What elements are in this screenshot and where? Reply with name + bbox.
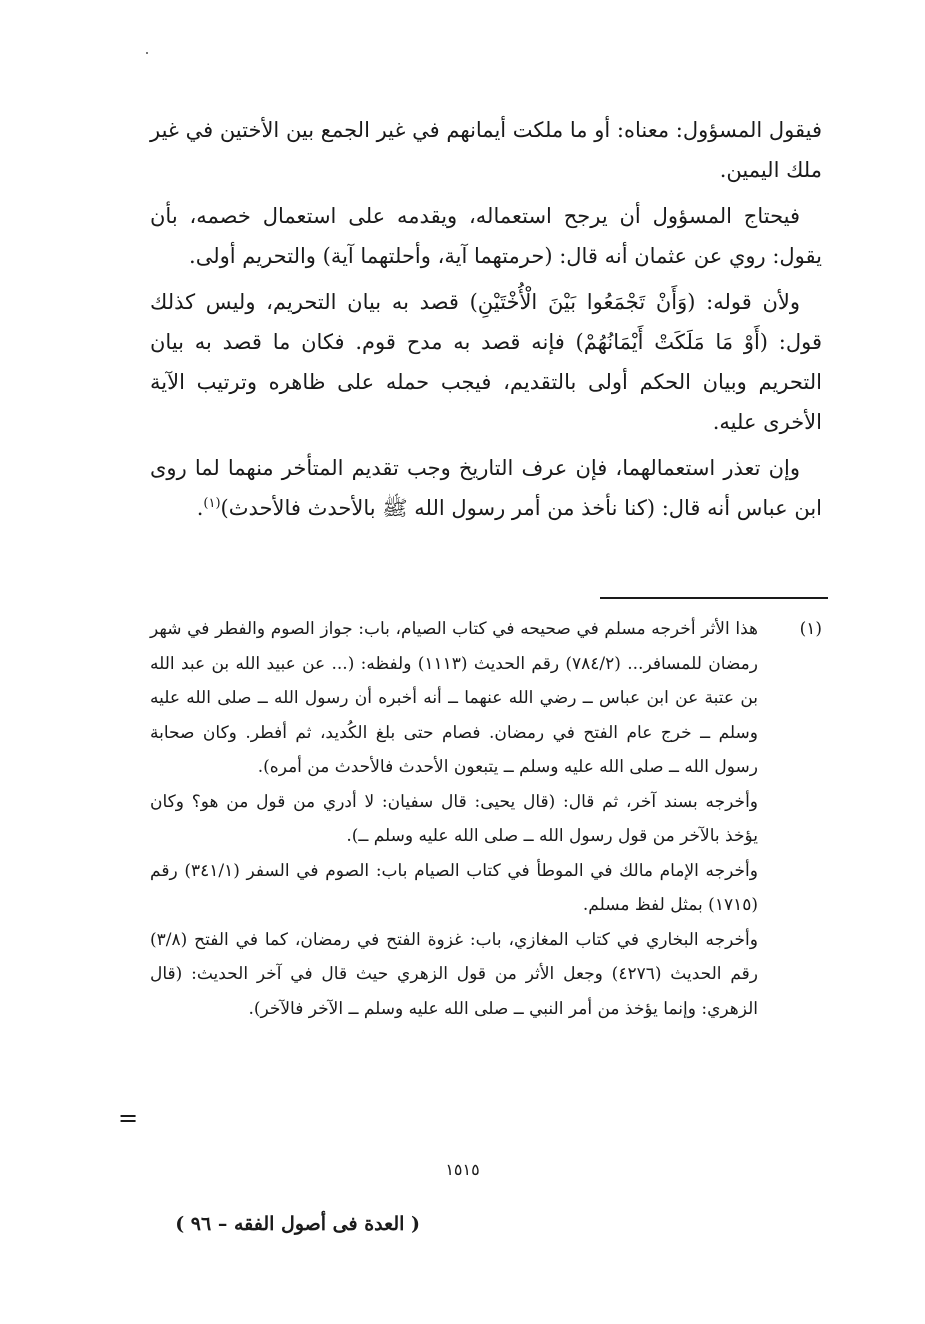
- paragraph-2: فيحتاج المسؤول أن يرجح استعماله، ويقدمه على استعمال خصمه، بأن يقول: روي عن عثمان أنه قال: (حرمتهما آية، وأحلتهما آية) والتحريم أولى.: [150, 204, 822, 268]
- footnote-paragraph-3: وأخرجه الإمام مالك في الموطأ في كتاب الصيام باب: الصوم في السفر (٣٤١/١) رقم (١٧١٥) بمثل لفظ مسلم.: [150, 860, 758, 915]
- footnote-body: [150, 612, 758, 1026]
- main-text: [150, 110, 822, 534]
- paragraph-4: [150, 448, 822, 528]
- footnote-separator: [600, 597, 828, 599]
- footnote-number: (١): [799, 619, 822, 639]
- scan-speck: [146, 52, 148, 54]
- footnote-reference[interactable]: (١): [203, 496, 221, 511]
- continuation-mark: =: [118, 1104, 139, 1132]
- paragraph-1: فيقول المسؤول: معناه: أو ما ملكت أيمانهم في غير الجمع بين الأختين في غير ملك اليمين.: [150, 118, 822, 182]
- footnote-paragraph-4: وأخرجه البخاري في كتاب المغازي، باب: غزوة الفتح في رمضان، كما في الفتح (٣/٨) رقم الحديث (٤٢٧٦) وجعل الأثر من قول الزهري حيث قال في آخر الحديث: (قال الزهري: وإنما يؤخذ من أمر النبي ــ صلى الله عليه وسلم ــ الآخر فالآخر).: [150, 929, 758, 1019]
- footnote-paragraph-2: وأخرجه بسند آخر، ثم قال: (قال يحيى: قال سفيان: لا أدري من قول من هو؟ وكان يؤخذ بالآخر من قول رسول الله ــ صلى الله عليه وسلم ــ).: [150, 791, 758, 846]
- paragraph-4-period: .: [196, 496, 204, 520]
- paragraph-3: ولأن قوله: (وَأَنْ تَجْمَعُوا بَيْنَ الْأُخْتَيْنِ) قصد به بيان التحريم، وليس كذلك قول: (أَوْ مَا مَلَكَتْ أَيْمَانُهُمْ) فإنه قصد به مدح قوم. فكان ما قصد به بيان التحريم وبيان الحكم أولى بالتقديم، فيجب حمله على ظاهره وترتيب الآية الأخرى عليه.: [150, 290, 822, 434]
- running-footer: ( العدة فى أصول الفقه – ٩٦ ): [175, 1213, 420, 1235]
- footnote-paragraph-1: هذا الأثر أخرجه مسلم في صحيحه في كتاب الصيام، باب: جواز الصوم والفطر في شهر رمضان للمسافر... (٧٨٤/٢) رقم الحديث (١١١٣) ولفظه: (... عن عبيد الله بن عبد الله بن عتبة عن ابن عباس ــ رضي الله عنهما ــ أنه أخبره أن رسول الله ــ صلى الله عليه وسلم ــ خرج عام الفتح في رمضان. فصام حتى بلغ الكُديد، ثم أفطر. وكان صحابة رسول الله ــ صلى الله عليه وسلم ــ يتبعون الأحدث فالأحدث من أمره).: [150, 619, 758, 777]
- footnote: [150, 612, 822, 1026]
- paragraph-4-text: وإن تعذر استعمالهما، فإن عرف التاريخ وجب تقديم المتأخر منهما لما روى ابن عباس أنه قال: (كنا نأخذ من أمر رسول الله ﷺ بالأحدث فالأحدث): [150, 456, 822, 520]
- page-number: ١٥١٥: [445, 1160, 480, 1179]
